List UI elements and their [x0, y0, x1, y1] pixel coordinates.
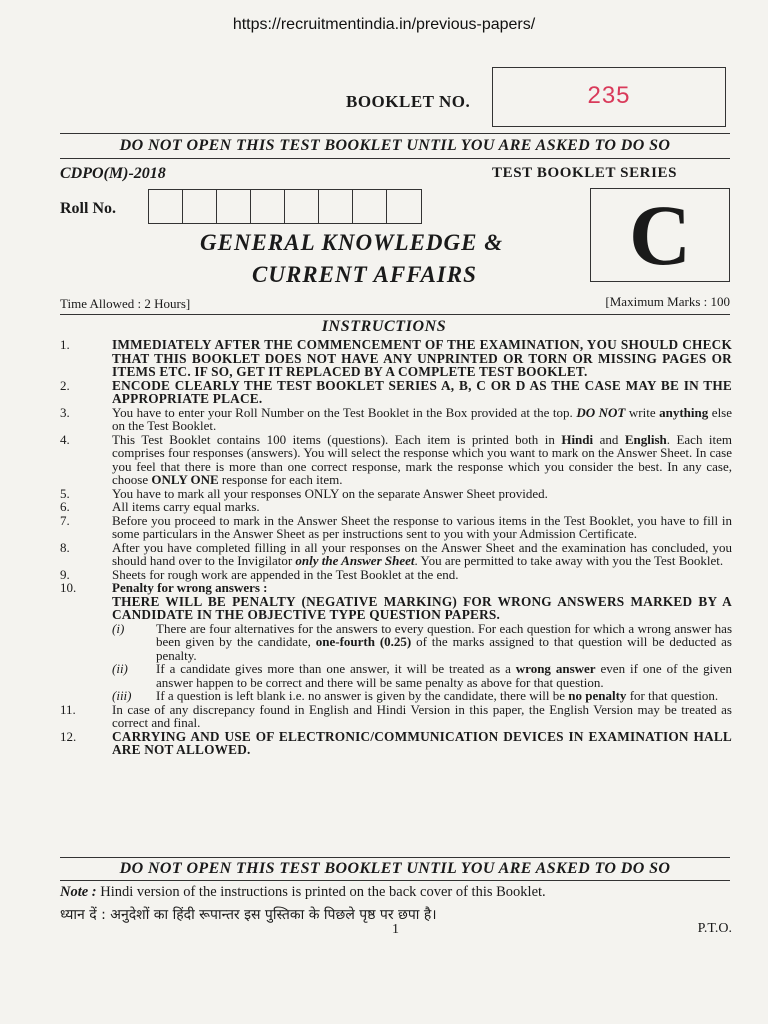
roll-digit-box	[217, 190, 251, 223]
booklet-number-box	[492, 67, 726, 127]
time-allowed: Time Allowed : 2 Hours]	[60, 296, 191, 311]
item-number: 7.	[60, 512, 70, 528]
roll-number-label: Roll No.	[60, 200, 116, 217]
instruction-item	[60, 703, 732, 730]
instruction-item	[60, 514, 732, 541]
roll-digit-box	[149, 190, 183, 223]
item-number: 1.	[60, 337, 70, 352]
note-label: Note :	[60, 884, 97, 900]
booklet-number-label: BOOKLET NO.	[346, 92, 471, 111]
roll-digit-box	[251, 190, 285, 223]
note-text: Hindi version of the instructions is printed on the back cover of this Booklet.	[100, 884, 546, 900]
instruction-item	[60, 487, 732, 501]
instructions-title: INSTRUCTIONS	[321, 318, 447, 335]
item-number: 9.	[60, 566, 70, 582]
penalty-heading: Penalty for wrong answers :	[112, 580, 268, 595]
roll-digit-box	[183, 190, 217, 223]
penalty-subitem: (ii) If a candidate gives more than one answer, it will be treated as a wrong answer even if one of the given answer happen to be correct and there will be same penalty as above for that question.	[112, 661, 733, 690]
series-label: TEST BOOKLET SERIES	[492, 165, 678, 181]
item-number: 2.	[60, 377, 70, 393]
subject-title-line2: CURRENT AFFAIRS	[252, 262, 477, 287]
warning-bottom: DO NOT OPEN THIS TEST BOOKLET UNTIL YOU ARE ASKED TO DO SO	[119, 860, 671, 877]
penalty-subitem: (i) There are four alternatives for the answers to every question. For each question for which a wrong answer has been given by the candidate, one-fourth (0.25) of the marks assigned to that question will be deducted as penalty.	[112, 620, 732, 663]
roll-digit-box	[387, 190, 421, 223]
item-text: CARRYING AND USE OF ELECTRONIC/COMMUNICATION DEVICES IN EXAMINATION HALL ARE NOT ALLOWED.	[112, 728, 732, 757]
maximum-marks: [Maximum Marks : 100	[605, 294, 730, 309]
item-number: 12.	[60, 728, 77, 744]
item-text: You have to mark all your responses ONLY on the separate Answer Sheet provided.	[112, 485, 548, 501]
item-text: You have to enter your Roll Number on the Test Booklet in the Box provided at the top. DO NOT write anything else on the Test Booklet.	[112, 404, 733, 433]
item-text: IMMEDIATELY AFTER THE COMMENCEMENT OF THE EXAMINATION, YOU SHOULD CHECK THAT THIS BOOKLET DOES NOT HAVE ANY UNPRINTED OR TORN OR MISSING PAGES OR ITEMS ETC. IF SO, GET IT REPLACED BY A COMPLETE TEST BOOKLET.	[112, 337, 732, 379]
item-number: 4.	[60, 431, 70, 447]
divider-bottom	[60, 857, 730, 858]
item-number: 8.	[60, 539, 70, 555]
item-text: All items carry equal marks.	[112, 499, 260, 514]
item-text: This Test Booklet contains 100 items (questions). Each item is printed both in Hindi and English. Each item comprises four responses (answers). You will select the response which you want to mark on the Answer Sheet. In case you feel that there is more than one correct response, mark the response which you consider the best. In any case, choose ONLY ONE response for each item.	[112, 431, 733, 487]
item-text: ENCODE CLEARLY THE TEST BOOKLET SERIES A, B, C OR D AS THE CASE MAY BE IN THE APPROPRIATE PLACE.	[112, 377, 732, 406]
item-number: 10.	[60, 580, 77, 595]
instruction-item	[60, 581, 732, 703]
roll-digit-box	[353, 190, 387, 223]
item-number: 11.	[60, 701, 76, 717]
instruction-item	[60, 568, 732, 582]
roll-number-boxes	[148, 189, 422, 224]
divider-top	[60, 133, 730, 134]
item-text: After you have completed filling in all your responses on the Answer Sheet and the examination has concluded, you should hand over to the Invigilator only the Answer Sheet. You are permitted to take away with you the Test Booklet.	[112, 539, 732, 568]
item-number: 3.	[60, 404, 70, 420]
divider-bottom-2	[60, 880, 730, 881]
penalty-subitem: (iii) If a question is left blank i.e. no answer is given by the candidate, there will be no penalty for that question.	[112, 688, 719, 703]
warning-top: DO NOT OPEN THIS TEST BOOKLET UNTIL YOU ARE ASKED TO DO SO	[119, 137, 671, 154]
instructions-list	[60, 338, 732, 757]
item-text: Before you proceed to mark in the Answer Sheet the response to various items in the Test Booklet, you have to fill in some particulars in the Answer Sheet as per instructions sent to you with your Admission Certificate.	[112, 512, 732, 541]
hindi-note: ध्यान दें : अनुदेशों का हिंदी रूपान्तर इस पुस्तिका के पिछले पृष्ठ पर छपा है।	[60, 907, 437, 923]
series-letter: C	[628, 187, 692, 283]
item-text: In case of any discrepancy found in English and Hindi Version in this paper, the English Version may be treated as correct and final.	[112, 701, 732, 730]
item-text: Sheets for rough work are appended in the Test Booklet at the end.	[112, 566, 459, 582]
exam-code: CDPO(M)-2018	[60, 165, 166, 182]
item-number: 5.	[60, 485, 70, 501]
instruction-item	[60, 500, 732, 514]
instruction-item	[60, 379, 732, 406]
divider-instructions	[60, 314, 730, 315]
instruction-item	[60, 433, 732, 487]
instruction-item	[60, 730, 732, 757]
series-box	[590, 188, 730, 282]
source-url: https://recruitmentindia.in/previous-papers/	[232, 16, 536, 33]
note	[60, 884, 732, 901]
item-number: 6.	[60, 499, 70, 514]
instruction-item	[60, 541, 732, 568]
instruction-item	[60, 406, 732, 433]
page-number: 1	[392, 922, 399, 937]
booklet-number: 235	[587, 82, 631, 109]
divider-top-2	[60, 158, 730, 159]
penalty-caps: THERE WILL BE PENALTY (NEGATIVE MARKING) FOR WRONG ANSWERS MARKED BY A CANDIDATE IN THE OBJECTIVE TYPE QUESTION PAPERS.	[112, 593, 732, 622]
roll-digit-box	[319, 190, 353, 223]
subject-title-line1: GENERAL KNOWLEDGE &	[200, 230, 504, 255]
instruction-item	[60, 338, 732, 379]
pto-label: P.T.O.	[697, 921, 732, 936]
penalty-section	[112, 581, 732, 703]
roll-digit-box	[285, 190, 319, 223]
